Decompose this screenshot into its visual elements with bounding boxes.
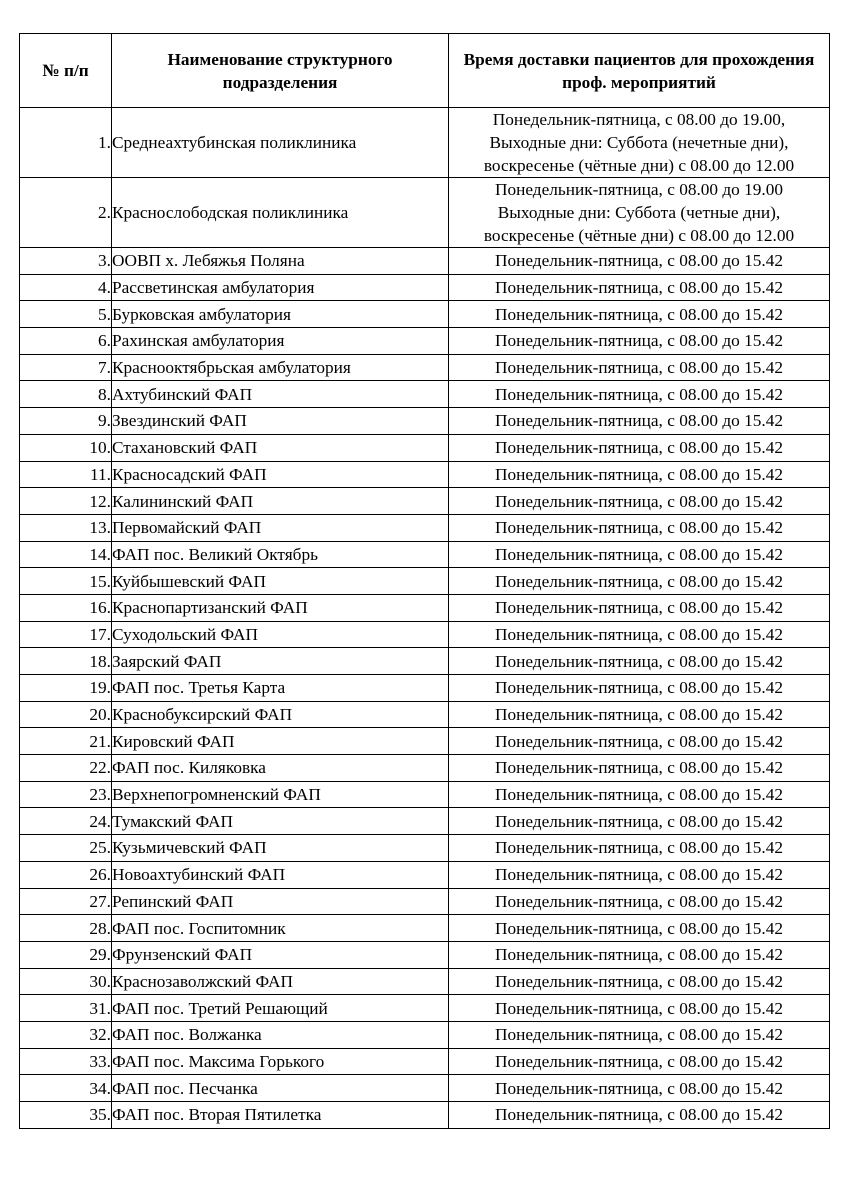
- table-row: [20, 381, 830, 408]
- delivery-time-line: Выходные дни: Суббота (четные дни),: [497, 203, 781, 222]
- delivery-time: [449, 301, 830, 328]
- table-row: [20, 621, 830, 648]
- row-number: 19.: [20, 675, 112, 702]
- row-number: 22.: [20, 755, 112, 782]
- delivery-time: [449, 995, 830, 1022]
- delivery-time: [449, 354, 830, 381]
- delivery-time-line: Понедельник-пятница, с 08.00 до 15.42: [494, 304, 784, 324]
- delivery-time: [449, 621, 830, 648]
- delivery-time-line: Выходные дни: Суббота (нечетные дни),: [489, 133, 789, 152]
- table-body: [20, 108, 830, 1129]
- delivery-time-line: Понедельник-пятница, с 08.00 до 15.42: [494, 624, 784, 644]
- row-number: 34.: [20, 1075, 112, 1102]
- delivery-time-line: Понедельник-пятница, с 08.00 до 19.00: [494, 180, 784, 199]
- delivery-time-line: Понедельник-пятница, с 08.00 до 15.42: [494, 518, 784, 538]
- row-number: 1.: [20, 108, 112, 178]
- row-number: 25.: [20, 835, 112, 862]
- unit-name: Бурковская амбулатория: [112, 301, 449, 328]
- unit-name: Ахтубинский ФАП: [112, 381, 449, 408]
- table-row: [20, 568, 830, 595]
- table-header: [20, 34, 830, 108]
- table-row: [20, 408, 830, 435]
- unit-name: ФАП пос. Вторая Пятилетка: [112, 1102, 449, 1129]
- table-row: [20, 781, 830, 808]
- delivery-time-line: Понедельник-пятница, с 08.00 до 15.42: [494, 411, 784, 431]
- unit-name: ФАП пос. Третья Карта: [112, 675, 449, 702]
- unit-name: Рассветинская амбулатория: [112, 274, 449, 301]
- delivery-time-line: воскресенье (чётные дни) с 08.00 до 12.00: [483, 226, 795, 245]
- unit-name: ООВП х. Лебяжья Поляна: [112, 248, 449, 275]
- unit-name: Калининский ФАП: [112, 488, 449, 515]
- delivery-time-line: Понедельник-пятница, с 08.00 до 15.42: [494, 571, 784, 591]
- row-number: 12.: [20, 488, 112, 515]
- table-row: [20, 808, 830, 835]
- delivery-time: [449, 941, 830, 968]
- delivery-time: [449, 648, 830, 675]
- table-row: [20, 1102, 830, 1129]
- delivery-time-line: Понедельник-пятница, с 08.00 до 15.42: [494, 464, 784, 484]
- table-row: [20, 968, 830, 995]
- row-number: 15.: [20, 568, 112, 595]
- row-number: 27.: [20, 888, 112, 915]
- unit-name: ФАП пос. Третий Решающий: [112, 995, 449, 1022]
- table-row: [20, 728, 830, 755]
- row-number: 7.: [20, 354, 112, 381]
- row-number: 32.: [20, 1021, 112, 1048]
- delivery-time: [449, 728, 830, 755]
- table-row: [20, 861, 830, 888]
- unit-name: ФАП пос. Песчанка: [112, 1075, 449, 1102]
- row-number: 30.: [20, 968, 112, 995]
- table-row: [20, 178, 830, 248]
- delivery-time: [449, 568, 830, 595]
- unit-name: Кировский ФАП: [112, 728, 449, 755]
- delivery-time: [449, 1075, 830, 1102]
- delivery-time-line: Понедельник-пятница, с 08.00 до 15.42: [494, 1105, 784, 1125]
- unit-name: Тумакский ФАП: [112, 808, 449, 835]
- delivery-time-line: Понедельник-пятница, с 08.00 до 15.42: [494, 384, 784, 404]
- delivery-time-line: Понедельник-пятница, с 08.00 до 15.42: [494, 918, 784, 938]
- table-row: [20, 514, 830, 541]
- table-row: [20, 248, 830, 275]
- row-number: 17.: [20, 621, 112, 648]
- delivery-time-line: Понедельник-пятница, с 08.00 до 15.42: [494, 731, 784, 751]
- delivery-time: [449, 381, 830, 408]
- unit-name: Суходольский ФАП: [112, 621, 449, 648]
- table-row: [20, 434, 830, 461]
- delivery-time: [449, 915, 830, 942]
- delivery-schedule-table: [19, 33, 830, 1129]
- unit-name: ФАП пос. Киляковка: [112, 755, 449, 782]
- delivery-time: [449, 328, 830, 355]
- delivery-time: [449, 514, 830, 541]
- table-row: [20, 108, 830, 178]
- table-row: [20, 328, 830, 355]
- row-number: 11.: [20, 461, 112, 488]
- delivery-time: [449, 461, 830, 488]
- delivery-time: [449, 1021, 830, 1048]
- table-row: [20, 594, 830, 621]
- table-row: [20, 1075, 830, 1102]
- table-row: [20, 1021, 830, 1048]
- delivery-time-line: Понедельник-пятница, с 08.00 до 15.42: [494, 331, 784, 351]
- row-number: 26.: [20, 861, 112, 888]
- delivery-time-line: Понедельник-пятница, с 08.00 до 15.42: [494, 544, 784, 564]
- table-row: [20, 488, 830, 515]
- delivery-time-line: Понедельник-пятница, с 08.00 до 15.42: [494, 678, 784, 698]
- delivery-time: [449, 108, 830, 178]
- unit-name: Среднеахтубинская поликлиника: [112, 108, 449, 178]
- delivery-time-line: Понедельник-пятница, с 08.00 до 15.42: [494, 651, 784, 671]
- unit-name: ФАП пос. Волжанка: [112, 1021, 449, 1048]
- delivery-time: [449, 781, 830, 808]
- row-number: 24.: [20, 808, 112, 835]
- table-row: [20, 941, 830, 968]
- delivery-time: [449, 541, 830, 568]
- unit-name: Краснооктябрьская амбулатория: [112, 354, 449, 381]
- delivery-time: [449, 408, 830, 435]
- unit-name: Куйбышевский ФАП: [112, 568, 449, 595]
- delivery-time: [449, 968, 830, 995]
- table-row: [20, 995, 830, 1022]
- delivery-time-line: Понедельник-пятница, с 08.00 до 15.42: [494, 865, 784, 885]
- delivery-time: [449, 488, 830, 515]
- unit-name: Стахановский ФАП: [112, 434, 449, 461]
- unit-name: Краснозаволжский ФАП: [112, 968, 449, 995]
- delivery-time-line: Понедельник-пятница, с 08.00 до 15.42: [494, 358, 784, 378]
- unit-name: Красносадский ФАП: [112, 461, 449, 488]
- delivery-time-line: Понедельник-пятница, с 08.00 до 15.42: [494, 811, 784, 831]
- delivery-time: [449, 888, 830, 915]
- delivery-time-line: Понедельник-пятница, с 08.00 до 15.42: [494, 971, 784, 991]
- unit-name: Кузьмичевский ФАП: [112, 835, 449, 862]
- table-row: [20, 675, 830, 702]
- unit-name: Фрунзенский ФАП: [112, 941, 449, 968]
- table-row: [20, 461, 830, 488]
- delivery-time-line: Понедельник-пятница, с 08.00 до 15.42: [494, 491, 784, 511]
- row-number: 18.: [20, 648, 112, 675]
- table-row: [20, 648, 830, 675]
- delivery-time: [449, 835, 830, 862]
- table-row: [20, 274, 830, 301]
- header-time: Время доставки пациентов для прохождения проф. мероприятий: [449, 34, 830, 108]
- delivery-time: [449, 594, 830, 621]
- row-number: 23.: [20, 781, 112, 808]
- row-number: 28.: [20, 915, 112, 942]
- table-row: [20, 1048, 830, 1075]
- table-row: [20, 301, 830, 328]
- row-number: 9.: [20, 408, 112, 435]
- unit-name: Первомайский ФАП: [112, 514, 449, 541]
- delivery-time-line: Понедельник-пятница, с 08.00 до 15.42: [494, 278, 784, 298]
- delivery-time-line: Понедельник-пятница, с 08.00 до 15.42: [494, 891, 784, 911]
- row-number: 10.: [20, 434, 112, 461]
- row-number: 8.: [20, 381, 112, 408]
- unit-name: ФАП пос. Великий Октябрь: [112, 541, 449, 568]
- table-row: [20, 888, 830, 915]
- delivery-time-line: Понедельник-пятница, с 08.00 до 15.42: [494, 998, 784, 1018]
- delivery-time: [449, 755, 830, 782]
- delivery-time-line: Понедельник-пятница, с 08.00 до 15.42: [494, 251, 784, 271]
- delivery-time-line: Понедельник-пятница, с 08.00 до 15.42: [494, 785, 784, 805]
- delivery-time: [449, 248, 830, 275]
- unit-name: ФАП пос. Госпитомник: [112, 915, 449, 942]
- delivery-time-line: Понедельник-пятница, с 08.00 до 15.42: [494, 945, 784, 965]
- unit-name: Новоахтубинский ФАП: [112, 861, 449, 888]
- row-number: 13.: [20, 514, 112, 541]
- table-row: [20, 541, 830, 568]
- header-name: Наименование структурного подразделения: [112, 34, 449, 108]
- delivery-time-line: Понедельник-пятница, с 08.00 до 15.42: [494, 1051, 784, 1071]
- row-number: 31.: [20, 995, 112, 1022]
- unit-name: Краснопартизанский ФАП: [112, 594, 449, 621]
- delivery-time-line: Понедельник-пятница, с 08.00 до 15.42: [494, 1078, 784, 1098]
- delivery-time-line: Понедельник-пятница, с 08.00 до 15.42: [494, 1025, 784, 1045]
- delivery-time: [449, 675, 830, 702]
- delivery-time: [449, 1102, 830, 1129]
- delivery-time-line: Понедельник-пятница, с 08.00 до 15.42: [494, 438, 784, 458]
- delivery-time-line: Понедельник-пятница, с 08.00 до 15.42: [494, 598, 784, 618]
- delivery-time: [449, 178, 830, 248]
- delivery-time-line: воскресенье (чётные дни) с 08.00 до 12.00: [483, 156, 795, 175]
- delivery-time-line: Понедельник-пятница, с 08.00 до 15.42: [494, 705, 784, 725]
- row-number: 2.: [20, 178, 112, 248]
- row-number: 5.: [20, 301, 112, 328]
- table-row: [20, 755, 830, 782]
- row-number: 35.: [20, 1102, 112, 1129]
- row-number: 6.: [20, 328, 112, 355]
- row-number: 33.: [20, 1048, 112, 1075]
- unit-name: Краснослободская поликлиника: [112, 178, 449, 248]
- delivery-time: [449, 861, 830, 888]
- delivery-time-line: Понедельник-пятница, с 08.00 до 15.42: [494, 838, 784, 858]
- unit-name: Рахинская амбулатория: [112, 328, 449, 355]
- unit-name: Краснобуксирский ФАП: [112, 701, 449, 728]
- row-number: 20.: [20, 701, 112, 728]
- unit-name: Звездинский ФАП: [112, 408, 449, 435]
- table-row: [20, 354, 830, 381]
- row-number: 14.: [20, 541, 112, 568]
- row-number: 16.: [20, 594, 112, 621]
- unit-name: Заярский ФАП: [112, 648, 449, 675]
- row-number: 21.: [20, 728, 112, 755]
- delivery-time: [449, 808, 830, 835]
- delivery-time: [449, 1048, 830, 1075]
- unit-name: ФАП пос. Максима Горького: [112, 1048, 449, 1075]
- delivery-time-line: Понедельник-пятница, с 08.00 до 15.42: [494, 758, 784, 778]
- delivery-time: [449, 434, 830, 461]
- header-row: [20, 34, 830, 108]
- table-row: [20, 701, 830, 728]
- delivery-time: [449, 701, 830, 728]
- table-row: [20, 835, 830, 862]
- delivery-time: [449, 274, 830, 301]
- unit-name: Репинский ФАП: [112, 888, 449, 915]
- row-number: 3.: [20, 248, 112, 275]
- unit-name: Верхнепогромненский ФАП: [112, 781, 449, 808]
- row-number: 4.: [20, 274, 112, 301]
- table-row: [20, 915, 830, 942]
- row-number: 29.: [20, 941, 112, 968]
- delivery-time-line: Понедельник-пятница, с 08.00 до 19.00,: [492, 110, 786, 129]
- header-num: № п/п: [20, 34, 112, 108]
